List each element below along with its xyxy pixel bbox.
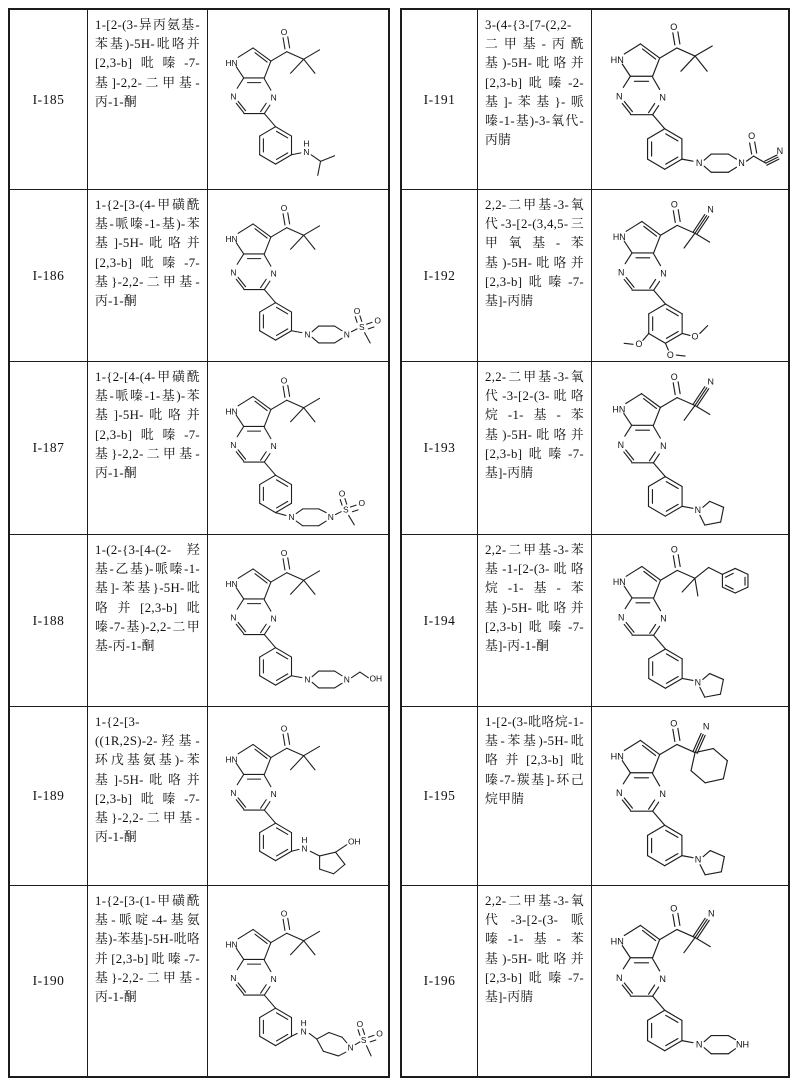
structure-drawing-I-195 <box>592 707 788 885</box>
compound-id: I-189 <box>10 707 88 885</box>
compound-name: 1-[2-(3-吡咯烷-1-基-苯基)-5H-吡咯并[2,3-b]吡嗪-7-羰基]-环己烷甲腈 <box>478 707 592 885</box>
compound-row <box>10 707 388 886</box>
svg-text:O: O <box>338 488 346 499</box>
structure-drawing-I-191 <box>592 10 788 189</box>
svg-text:O: O <box>670 21 678 32</box>
svg-text:O: O <box>280 908 288 919</box>
compound-name: 1-{2-[3-(1-甲磺酰基-哌啶-4-基氨基)-苯基]-5H-吡咯并[2,3-b]吡嗪-7-基}-2,2-二甲基-丙-1-酮 <box>88 886 208 1076</box>
svg-text:N: N <box>230 973 237 983</box>
svg-text:N: N <box>660 268 667 279</box>
svg-text:O: O <box>670 544 678 555</box>
svg-text:N: N <box>738 158 745 169</box>
svg-text:N: N <box>304 329 311 340</box>
svg-text:N: N <box>288 512 295 523</box>
svg-text:N: N <box>327 512 334 523</box>
svg-text:O: O <box>280 26 288 37</box>
svg-text:HN: HN <box>225 939 238 950</box>
svg-text:H: H <box>300 1017 307 1028</box>
svg-text:N: N <box>230 788 237 798</box>
svg-text:N: N <box>694 505 702 516</box>
svg-text:NH: NH <box>735 1039 750 1050</box>
svg-text:N: N <box>615 973 623 983</box>
compound-name: 1-[2-(3-异丙氨基-苯基)-5H-吡咯并[2,3-b]吡嗪-7-基]-2,2-二甲基-丙-1-酮 <box>88 10 208 189</box>
compound-table-left <box>8 8 390 1078</box>
compound-name: 2,2-二甲基-3-氧代-3-[2-(3-哌嗪-1-基-苯基)-5H-吡咯并[2,3-b]吡嗪-7-基]-丙腈 <box>478 886 592 1076</box>
svg-text:HN: HN <box>225 754 238 765</box>
structure-drawing-I-190 <box>208 886 390 1076</box>
structure-drawing-I-196 <box>592 886 788 1076</box>
svg-text:H: H <box>301 834 308 845</box>
svg-text:O: O <box>280 375 288 386</box>
svg-text:N: N <box>695 1039 703 1050</box>
compound-name: 1-{2-[4-(4-甲磺酰基-哌嗪-1-基)-苯基]-5H-吡咯并[2,3-b]吡嗪-7-基}-2,2-二甲基-丙-1-酮 <box>88 362 208 534</box>
svg-text:N: N <box>230 267 237 278</box>
compound-row <box>402 535 788 707</box>
svg-text:HN: HN <box>612 232 626 243</box>
svg-text:N: N <box>615 91 623 102</box>
svg-text:O: O <box>374 315 381 326</box>
structure-drawing-I-193 <box>592 362 788 534</box>
svg-text:O: O <box>670 371 678 382</box>
svg-text:N: N <box>694 677 702 688</box>
svg-text:N: N <box>702 721 710 732</box>
svg-text:O: O <box>358 498 366 509</box>
compound-row <box>402 707 788 886</box>
compound-id: I-194 <box>402 535 478 706</box>
svg-text:N: N <box>618 612 625 623</box>
svg-text:N: N <box>230 612 237 623</box>
svg-text:N: N <box>270 440 277 451</box>
svg-text:N: N <box>230 440 237 450</box>
compound-id: I-191 <box>402 10 478 189</box>
compound-row <box>402 362 788 535</box>
compound-id: I-188 <box>10 535 88 706</box>
compound-name: 1-{2-[3-((1R,2S)-2-羟基-环戊基氨基)-苯基]-5H-吡咯并[2,3-b]吡嗪-7-基}-2,2-二甲基-丙-1-酮 <box>88 707 208 885</box>
compound-id: I-196 <box>402 886 478 1076</box>
svg-text:N: N <box>660 613 667 624</box>
svg-text:N: N <box>230 91 237 102</box>
svg-text:O: O <box>670 903 678 914</box>
svg-text:O: O <box>353 305 361 316</box>
svg-text:HN: HN <box>612 577 626 588</box>
svg-text:N: N <box>347 1042 354 1053</box>
svg-text:N: N <box>659 92 666 103</box>
svg-text:N: N <box>270 788 277 799</box>
svg-text:N: N <box>707 376 714 387</box>
compound-id: I-187 <box>10 362 88 534</box>
compound-id: I-192 <box>402 190 478 361</box>
svg-text:N: N <box>270 613 277 624</box>
svg-text:S: S <box>358 321 365 332</box>
svg-text:O: O <box>376 1028 383 1039</box>
svg-text:O: O <box>280 202 288 213</box>
svg-text:HN: HN <box>225 233 238 244</box>
svg-text:N: N <box>270 92 277 103</box>
compound-row <box>10 535 388 707</box>
svg-text:N: N <box>694 854 702 865</box>
compound-name: 2,2-二甲基-3-氧代-3-[2-(3-吡咯烷-1-基-苯基)-5H-吡咯并[2,3-b]吡嗪-7-基]-丙腈 <box>478 362 592 534</box>
compound-row <box>402 886 788 1076</box>
svg-text:N: N <box>776 146 784 157</box>
compound-row <box>10 190 388 362</box>
structure-drawing-I-194 <box>592 535 788 706</box>
svg-text:S: S <box>343 504 349 515</box>
svg-text:O: O <box>691 331 699 342</box>
svg-text:N: N <box>300 1026 307 1037</box>
svg-text:O: O <box>280 723 288 734</box>
svg-text:N: N <box>695 158 703 169</box>
svg-text:HN: HN <box>610 55 624 66</box>
compound-name: 3-(4-{3-[7-(2,2-二甲基-丙酰基)-5H-吡咯并[2,3-b]吡嗪-2-基]-苯基}-哌嗪-1-基)-3-氧代-丙腈 <box>478 10 592 189</box>
compound-id: I-195 <box>402 707 478 885</box>
svg-text:N: N <box>303 146 310 157</box>
compound-name: 2,2-二甲基-3-苯基-1-[2-(3-吡咯烷-1-基-苯基)-5H-吡咯并[2,3-b]吡嗪-7-基]-丙-1-酮 <box>478 535 592 706</box>
compound-row <box>10 886 388 1076</box>
svg-text:O: O <box>356 1018 364 1029</box>
compound-id: I-185 <box>10 10 88 189</box>
svg-text:N: N <box>617 440 625 450</box>
compound-row <box>10 10 388 190</box>
compound-name: 1-{2-[3-(4-甲磺酰基-哌嗪-1-基)-苯基]-5H-吡咯并[2,3-b]吡嗪-7-基}-2,2-二甲基-丙-1-酮 <box>88 190 208 361</box>
structure-drawing-I-185 <box>208 10 390 189</box>
svg-text:N: N <box>707 204 714 215</box>
svg-text:N: N <box>659 974 666 985</box>
svg-text:S: S <box>360 1034 367 1045</box>
compound-id: I-190 <box>10 886 88 1076</box>
svg-text:HN: HN <box>610 936 624 947</box>
svg-text:O: O <box>670 199 678 210</box>
svg-text:N: N <box>659 789 666 800</box>
structure-drawing-I-188 <box>208 535 390 706</box>
svg-text:N: N <box>660 440 667 451</box>
svg-text:N: N <box>615 788 623 798</box>
svg-text:O: O <box>670 718 678 729</box>
compound-name: 2,2-二甲基-3-氧代-3-[2-(3,4,5-三甲氧基-苯基)-5H-吡咯并[2,3-b]吡嗪-7-基]-丙腈 <box>478 190 592 361</box>
structure-drawing-I-192 <box>592 190 788 361</box>
svg-text:O: O <box>666 350 674 359</box>
svg-text:HN: HN <box>612 404 626 415</box>
compound-row <box>402 10 788 190</box>
svg-text:O: O <box>280 547 288 558</box>
structure-drawing-I-189 <box>208 707 390 885</box>
compound-table-right <box>400 8 790 1078</box>
compound-id: I-186 <box>10 190 88 361</box>
svg-text:OH: OH <box>369 673 383 684</box>
svg-text:N: N <box>270 973 277 984</box>
svg-text:OH: OH <box>347 836 361 847</box>
svg-text:HN: HN <box>225 578 238 589</box>
svg-text:HN: HN <box>610 751 624 762</box>
svg-text:N: N <box>707 908 715 919</box>
svg-text:O: O <box>635 339 643 350</box>
structure-drawing-I-186 <box>208 190 390 361</box>
svg-text:HN: HN <box>225 406 238 417</box>
compound-name: 1-(2-{3-[4-(2-羟基-乙基)-哌嗪-1-基]-苯基}-5H-吡咯并[2,3-b]吡嗪-7-基)-2,2-二甲基-丙-1-酮 <box>88 535 208 706</box>
svg-text:N: N <box>304 674 311 685</box>
svg-text:HN: HN <box>225 57 238 68</box>
compound-row <box>10 362 388 535</box>
structure-drawing-I-187 <box>208 362 390 534</box>
svg-text:N: N <box>343 329 350 340</box>
svg-text:H: H <box>303 138 310 149</box>
compound-id: I-193 <box>402 362 478 534</box>
compound-row <box>402 190 788 362</box>
svg-text:N: N <box>618 267 625 278</box>
svg-text:O: O <box>748 130 756 141</box>
svg-text:N: N <box>343 674 350 685</box>
svg-text:N: N <box>301 843 308 854</box>
svg-text:N: N <box>270 268 277 279</box>
